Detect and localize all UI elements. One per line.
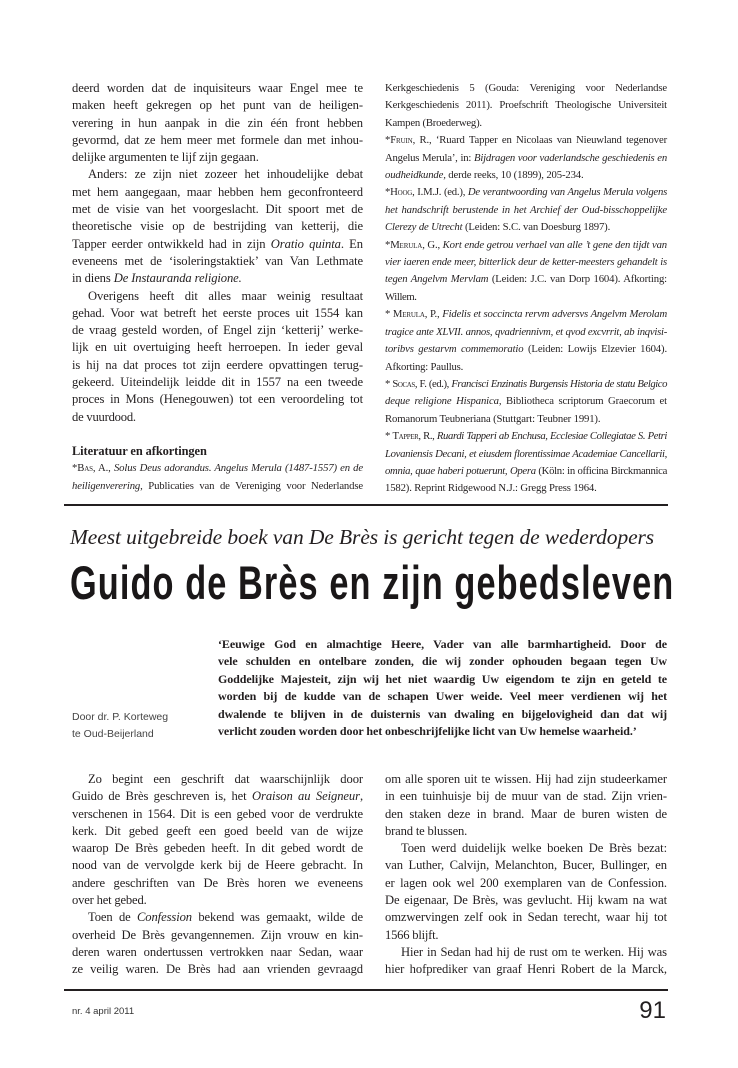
small-caps-name: Merula: [390, 238, 423, 251]
article-left-column: [72, 771, 363, 979]
text: deerd worden dat de inquisiteurs waar Engel mee te: [72, 81, 363, 95]
text-line: [385, 115, 667, 132]
italic-text: deque religione Hispanica,: [385, 395, 502, 408]
paragraph: [385, 184, 667, 236]
text: 1566 blijft.: [385, 927, 439, 942]
text: dwalende te blijven in de duisternis van dwaling en bijgelovigheid dan dat wij: [218, 706, 667, 721]
article-right-column: [385, 771, 667, 979]
text: Anders: ze zijn niet zozeer het inhoudelijke debat: [88, 167, 363, 182]
text-line: [72, 305, 363, 322]
text: Romanorum Teubneriana (Stuttgart: Teubner 1991).: [385, 412, 601, 425]
paragraph: [72, 166, 363, 287]
italic-text: De verantwoording van Angelus Merula volgens: [467, 186, 668, 199]
text-line: [385, 202, 667, 219]
text: ‘Eeuwige God en almachtige Heere, Vader van alle barmhartigheid. Door de: [218, 637, 667, 651]
paragraph: [385, 771, 667, 840]
text: gehad. Voor wat betreft het eerste proces uit 1554 kan: [72, 305, 363, 320]
text: ,: [359, 789, 363, 804]
small-caps-name: Tapper: [392, 430, 419, 443]
text-line: [72, 339, 363, 356]
text: in diens: [72, 271, 114, 286]
text: *: [385, 308, 393, 321]
text-line: [385, 840, 667, 857]
author-location: te Oud-Beijerland: [72, 728, 154, 740]
text: andere geschriften van De Brès horen we eveneens: [72, 875, 363, 890]
italic-text: De Instauranda religione.: [113, 271, 242, 286]
paragraph: [218, 636, 667, 740]
text-line: [385, 806, 667, 823]
text: , F. (ed.),: [414, 377, 452, 390]
text: lijk en uit overtuiging heeft herroepen. In ieder geval: [72, 340, 363, 355]
paragraph: [385, 306, 667, 376]
text-line: [72, 357, 363, 374]
text: Zo begint een geschrift dat waarschijnlijk door: [88, 772, 363, 786]
text-line: [72, 771, 363, 788]
text: . En: [340, 236, 363, 251]
text: *: [385, 377, 393, 390]
italic-text: Lovaniensis Decani, et eiusdem florentissimae Academiae Cancellarii,: [385, 447, 667, 460]
italic-text: Fidelis et soccincta rervm adversvs Angelvm Merolam: [442, 308, 668, 321]
text: Afkorting: Paullus.: [385, 360, 464, 373]
text-line: [72, 961, 363, 978]
article-title: Guido de Brès en zijn gebedsleven: [70, 556, 675, 609]
text-line: [72, 322, 363, 339]
text: proces in Mons (Henegouwen) tot een veroordeling tot: [72, 392, 363, 407]
text: de vuurdood.: [72, 409, 136, 424]
text: theoretische visie op de bestrijding van ketterij, die: [72, 219, 363, 234]
italic-text: het handschrift berustende in het Archief der Oud-bisschoppelijke: [385, 203, 667, 216]
text-line: [385, 324, 667, 341]
text-line: [385, 254, 667, 271]
text-line: [72, 857, 363, 874]
article-subtitle: Meest uitgebreide boek van De Brès is gericht tegen de wederdopers: [70, 525, 655, 549]
page-number: 91: [639, 997, 666, 1024]
italic-text: toribvs gestarvm commemoratio: [385, 343, 524, 356]
text: gevormd, dat ze hem meer met formele dan met inhou-: [72, 132, 363, 147]
text-line: [385, 271, 667, 288]
text-line: [72, 97, 363, 114]
text-line: [385, 132, 667, 149]
text-line: [72, 806, 363, 823]
paragraph: [72, 288, 363, 426]
text: Goddelijke Majesteit, zijn wij het niet waardig Uw eigendom te zijn en geteld te: [218, 671, 667, 686]
paragraph: [385, 376, 667, 428]
paragraph: [72, 80, 363, 166]
italic-text: tragice ante XLVII. annos, qvadriennivm, et qvod excvrrit, ab inqvisi-: [385, 325, 667, 338]
text: Bibliotheca scriptorum Graecorum et: [501, 395, 667, 408]
text: Toen werd duidelijk welke boeken De Brès bezat:: [401, 841, 667, 856]
text: (Leiden: Lowijs Elzevier 1604).: [523, 343, 667, 356]
text-line: [72, 201, 363, 218]
text-line: [72, 132, 363, 149]
text-line: [72, 115, 363, 132]
text: Willem.: [385, 290, 417, 303]
text-line: [72, 460, 363, 477]
italic-text: Solus Deus adorandus. Angelus Merula (1487-1557) en de: [113, 462, 364, 475]
text: worden bij de kudde van de schapen Uwer weide. Veel meer verdienen wij het: [218, 689, 667, 704]
text-line: [72, 788, 363, 805]
text: (Köln: in officina Birckmannica: [535, 464, 668, 477]
text: vele schulden en ontelbare zonden, die wij zonder ophouden begaan tegen Uw: [218, 654, 667, 669]
text: bekend was gemaakt, wilde de: [192, 910, 364, 925]
author-byline: [72, 709, 210, 743]
italic-text: oudheidkunde,: [385, 169, 446, 182]
italic-text: Clerezy de Utrecht: [385, 221, 463, 234]
text: over het gebed.: [72, 893, 147, 908]
text-line: [385, 97, 667, 114]
author-name: Door dr. P. Korteweg: [72, 711, 169, 723]
text-line: [385, 875, 667, 892]
text: Toen de: [88, 910, 137, 925]
text: Kerkgeschiedenis 5 (Gouda: Vereniging voor Nederlandse: [385, 82, 667, 94]
italic-text: Bijdragen voor vaderlandsche geschiedenis en: [474, 151, 668, 164]
text: om alle sporen uit te wissen. Hij had zijn studeerkamer: [385, 772, 667, 786]
text-line: [72, 374, 363, 391]
text-line: [385, 480, 667, 497]
divider-rule-bottom: [64, 989, 668, 991]
text: , R., ‘Ruard Tapper en Nicolaas van Nieuwland tegenover: [412, 134, 667, 147]
text: , A.,: [92, 462, 114, 475]
text: *: [385, 238, 391, 251]
text-line: [72, 391, 363, 408]
text-line: [72, 236, 363, 253]
text-line: [72, 149, 363, 166]
text-line: [385, 892, 667, 909]
text: verschenen in 1564. Dit is een gebed voor de verdrukte: [72, 806, 363, 821]
paragraph: [385, 132, 667, 184]
text: *: [72, 462, 78, 475]
text: Angelus Merula’, in:: [385, 151, 475, 164]
text-line: [385, 823, 667, 840]
text: Literatuur en afkortingen: [72, 443, 207, 458]
italic-text: tegen Angelvm Mervlam: [385, 273, 489, 286]
text: Overigens heeft dit alles maar weinig resultaat: [88, 288, 363, 303]
text-line: [72, 840, 363, 857]
text-line: [72, 944, 363, 961]
text: Publicaties van de Vereniging voor Nederlandse: [142, 479, 363, 492]
text-line: [385, 219, 667, 236]
references-column: [385, 80, 667, 498]
text: verlicht zouden worden door het onbeschrijfelijke licht van Uw hemelse waarheid.’: [218, 724, 637, 739]
text: Hier in Sedan had hij de rust om te werken. Hij was: [401, 944, 667, 959]
text-line: [72, 218, 363, 235]
text-line: [385, 944, 667, 961]
text: is hij na dat proces tot zijn eerdere opvattingen terug-: [72, 357, 363, 372]
opening-quote: [218, 636, 667, 740]
paragraph: [385, 237, 667, 307]
text-line: [218, 653, 667, 670]
italic-text: Ruardi Tapperi ab Enchusa, Ecclesiae Collegiatae S. Petri: [436, 430, 667, 443]
text: overheid De Brès gevangennemen. Zijn vrouw en kin-: [72, 927, 363, 942]
italic-text: heiligenverering,: [72, 479, 143, 492]
text: Kerkgeschiedenis 2011). Proefschrift Theologische Universiteit: [385, 99, 667, 112]
text-line: [218, 636, 667, 653]
text-line: [72, 166, 363, 183]
text-line: [72, 288, 363, 305]
text-line: [385, 184, 667, 201]
text: hier hofprediker van graaf Henri Robert de la Marck,: [385, 962, 667, 977]
text: waarop De Brès gebeden heeft. In dit gebed wordt de: [72, 841, 363, 856]
text-line: [385, 927, 667, 944]
text-line: [218, 688, 667, 705]
text-line: [385, 393, 667, 410]
text: ze veilig waren. De Brès had aan vrienden gevraagd: [72, 962, 363, 977]
text-line: [385, 341, 667, 358]
text: kerk. Dit gebed geeft een goed beeld van de wijze: [72, 823, 363, 838]
italic-text: omnia, quae haberi potuerunt, Opera: [385, 464, 536, 477]
text-line: [385, 857, 667, 874]
italic-text: Oratio quinta: [270, 236, 341, 251]
text-line: [72, 184, 363, 201]
text: met hem aangegaan, maar hebben hem geconfronteerd: [72, 184, 363, 199]
text: in een tuinhuisje bij de muur van de stad. Zijn vrien-: [385, 789, 667, 804]
text: (Leiden: J.C. van Dorp 1604). Afkorting:: [488, 273, 667, 286]
text-line: [72, 270, 363, 287]
small-caps-name: Merula: [392, 308, 425, 321]
paragraph: [72, 460, 363, 495]
text: maken heeft gekregen op het punt van de heiligen-: [72, 98, 363, 113]
text-line: [72, 409, 363, 426]
paragraph: [72, 771, 363, 909]
italic-text: Francisci Enzinatis Burgensis Historia de statu Belgico: [451, 377, 668, 390]
issue-info: nr. 4 april 2011: [72, 1006, 135, 1017]
text: , R.,: [418, 430, 437, 443]
text: De eigenaar, De Brès, was gevlucht. Hij kwam na wat: [385, 893, 667, 908]
small-caps-name: Fruin: [390, 134, 413, 147]
small-caps-name: Socas: [392, 377, 415, 390]
text: de vraag gesteld worden, of Engel zijn ‘ketterij’ werke-: [72, 323, 363, 338]
text: *: [385, 134, 391, 147]
text-line: [72, 823, 363, 840]
text-line: [385, 80, 667, 97]
italic-text: Oraison au Seigneur: [252, 789, 360, 804]
text: gekeerd. Uiteindelijk leidde dit in 1557 na een tweede: [72, 375, 363, 390]
text-line: [72, 443, 363, 460]
small-caps-name: Hoog: [390, 186, 413, 199]
italic-text: Kort ende getrou verhael van alle ’t gene den tijdt van: [442, 238, 667, 251]
text: deren waren ondertussen vertrokken naar Sedan, waar: [72, 944, 363, 959]
text-line: [385, 463, 667, 480]
text-line: [385, 167, 667, 184]
italic-text: vier iaeren ende meer, bitterlick deur de ketter-meesters gehandelt is: [385, 256, 667, 269]
text: brand te blussen.: [385, 823, 468, 838]
text: , I.M.J. (ed.),: [412, 186, 468, 199]
top-left-column: [72, 80, 363, 495]
text-line: [385, 961, 667, 978]
text-line: [385, 237, 667, 254]
text-line: [385, 411, 667, 428]
text: den staken deze in brand. Maar de buren wisten de: [385, 806, 667, 821]
text-line: [385, 376, 667, 393]
paragraph: [385, 944, 667, 979]
text-line: [218, 671, 667, 688]
paragraph: [385, 80, 667, 132]
text: *: [385, 186, 391, 199]
text: verering in hun aanpak in die zin één front hebben: [72, 115, 363, 130]
text-line: [72, 909, 363, 926]
small-caps-name: Bas: [77, 462, 93, 475]
text-line: [385, 428, 667, 445]
paragraph: [385, 840, 667, 944]
text: (Leiden: S.C. van Doesburg 1897).: [462, 221, 611, 234]
paragraph: [385, 428, 667, 498]
text-line: [385, 788, 667, 805]
text-line: [385, 306, 667, 323]
text-line: [385, 771, 667, 788]
text: van Luther, Calvijn, Melanchton, Bucer, Bullinger, en: [385, 858, 667, 873]
text-line: [218, 706, 667, 723]
text-line: [385, 289, 667, 306]
text-line: [72, 478, 363, 495]
text: 1582). Reprint Ridgewood N.J.: Gregg Press 1964.: [385, 482, 597, 495]
text: eveneens met de ‘isoleringstaktiek’ van Van Lethmate: [72, 253, 363, 268]
text-line: [385, 150, 667, 167]
text: *: [385, 430, 393, 443]
text: delijke argumenten te lijf zijn gegaan.: [72, 150, 259, 165]
divider-rule-top: [64, 504, 668, 506]
italic-text: Confession: [136, 910, 193, 925]
text-line: [72, 253, 363, 270]
text: , P.,: [424, 308, 443, 321]
text: Guido de Brès geschreven is, het: [72, 789, 252, 804]
section-heading: [72, 443, 363, 460]
text: Tapper eerder ontwikkeld had in zijn: [72, 236, 271, 251]
text: met de visie van het voorgeslacht. Dit spoort met de: [72, 202, 363, 217]
text: omzwervingen zelf ook in Sedan terecht, waar hij tot: [385, 910, 667, 925]
text-line: [72, 892, 363, 909]
text-line: [385, 446, 667, 463]
paragraph: [72, 909, 363, 978]
text: , G.,: [422, 238, 443, 251]
text-line: [72, 927, 363, 944]
text: nood van de vervolgde kerk bij de Heere gebracht. In: [72, 858, 363, 873]
text-line: [72, 80, 363, 97]
text-line: [385, 909, 667, 926]
text: derde reeks, 10 (1899), 205-234.: [445, 169, 584, 182]
text: Kampen (Broederweg).: [385, 116, 482, 129]
text: er lagen ook wel 200 exemplaren van de Confession.: [385, 875, 667, 890]
text-line: [72, 875, 363, 892]
text-line: [218, 723, 667, 740]
text-line: [385, 359, 667, 376]
